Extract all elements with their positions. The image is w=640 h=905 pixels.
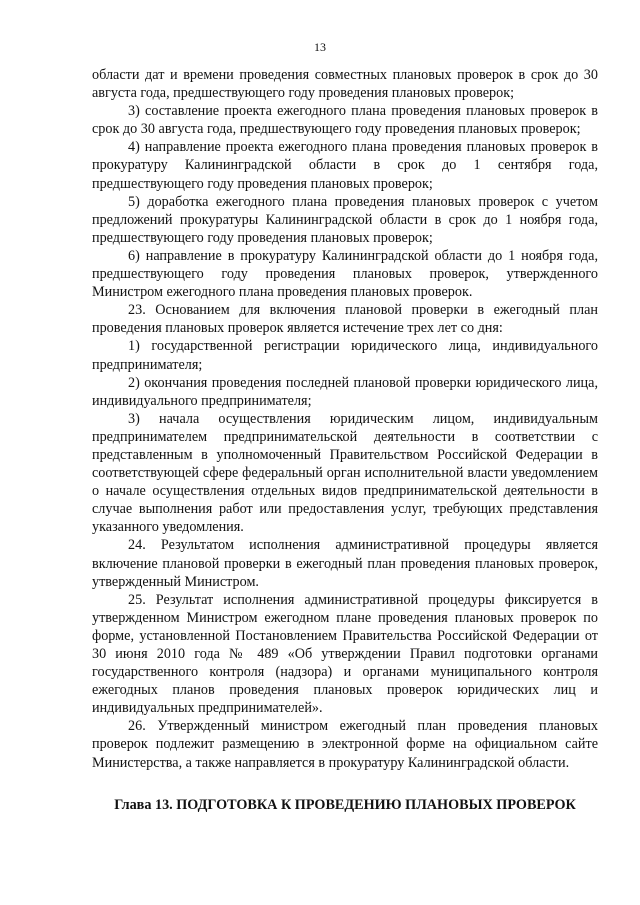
paragraph-item-3: 3) составление проекта ежегодного плана проведения плановых проверок в срок до 30 августа года, предшествующего году проведения плановых проверок; [92, 103, 598, 138]
paragraph-item-4: 4) направление проекта ежегодного плана проведения плановых проверок в прокуратуру Калининградской области в срок до 1 сентября года, предшествующего году проведения плановых проверок; [92, 139, 598, 192]
paragraph-26: 26. Утвержденный министром ежегодный план проведения плановых проверок подлежит размещению в электронной форме на официальном сайте Министерства, а также направляется в прокуратуру Калининградской области. [92, 718, 598, 771]
paragraph-item-5: 5) доработка ежегодного плана проведения плановых проверок с учетом предложений прокуратуры Калининградской области в срок до 1 ноября года, предшествующего году проведения плановых проверок; [92, 193, 598, 246]
body-text [92, 66, 598, 772]
paragraph-continuation: области дат и времени проведения совместных плановых проверок в срок до 30 августа года, предшествующего году проведения плановых проверок; [92, 67, 598, 102]
paragraph-23: 23. Основанием для включения плановой проверки в ежегодный план проведения плановых проверок является истечение трех лет со дня: [92, 302, 598, 337]
paragraph-25: 25. Результат исполнения административной процедуры фиксируется в утвержденном Министром ежегодном плане проведения плановых проверок по форме, установленной Постановлением Правительства Российской Федерации от 30 июня 2010 года № 489 «Об утверждении Правил подготовки органами государственного контроля (надзора) и органами муниципального контроля ежегодных планов проведения плановых проверок юридических лиц и индивидуальных предпринимателей». [92, 591, 598, 717]
page-number: 13 [314, 40, 326, 54]
paragraph-23-item-3: 3) начала осуществления юридическим лицом, индивидуальным предпринимателем предпринимательской деятельности в соответствии с представленным в уполномоченный Правительством Российской Федерации в соответствующей сфере федеральный орган исполнительной власти уведомлением о начале осуществления отдельных видов предпринимательской деятельности в случае выполнения работ или предоставления услуг, требующих представления указанного уведомления. [92, 410, 598, 536]
paragraph-23-item-2: 2) окончания проведения последней плановой проверки юридического лица, индивидуального предпринимателя; [92, 374, 598, 409]
chapter-heading: Глава 13. ПОДГОТОВКА К ПРОВЕДЕНИЮ ПЛАНОВЫХ ПРОВЕРОК [114, 797, 576, 813]
paragraph-24: 24. Результатом исполнения административной процедуры является включение плановой проверки в ежегодный план проведения плановых проверок, утвержденный Министром. [92, 537, 598, 590]
paragraph-item-6: 6) направление в прокуратуру Калининградской области до 1 ноября года, предшествующего году проведения плановых проверок, утвержденного Министром ежегодного плана проведения плановых проверок. [92, 247, 598, 301]
paragraph-23-item-1: 1) государственной регистрации юридического лица, индивидуального предпринимателя; [92, 338, 598, 373]
